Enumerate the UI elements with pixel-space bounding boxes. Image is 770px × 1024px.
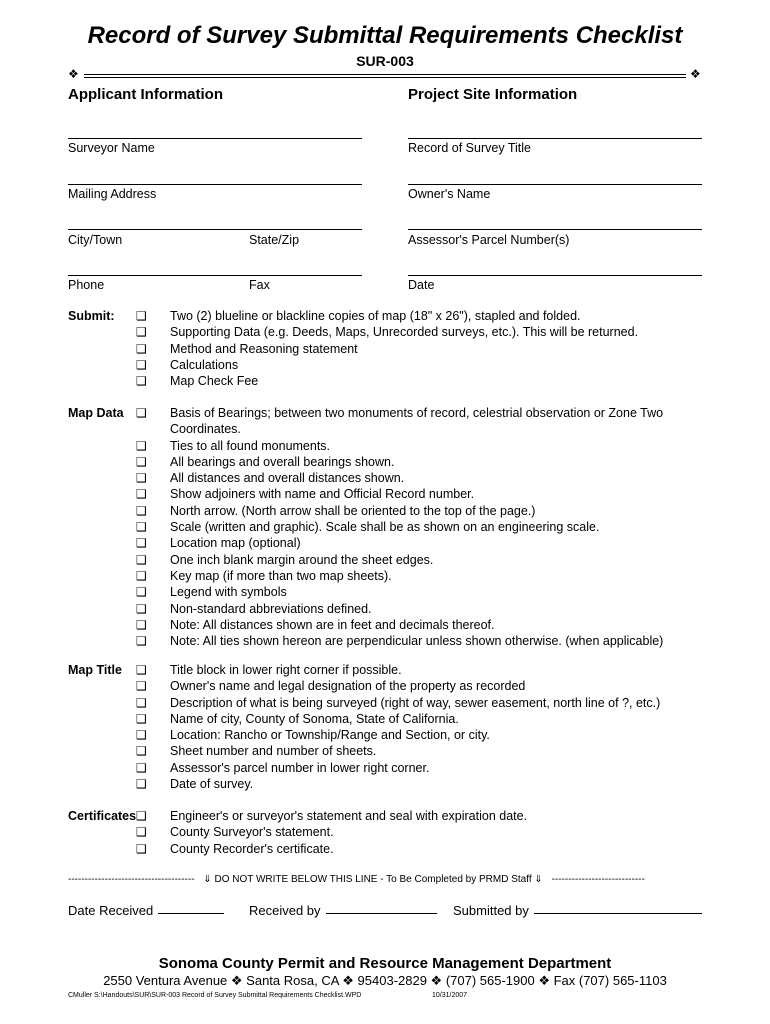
divider-dashes-right: ---------------------------- xyxy=(551,874,645,885)
staff-only-notice: ⇓ DO NOT WRITE BELOW THIS LINE - To Be Completed by PRMD Staff ⇓ xyxy=(203,874,543,885)
checklist-item xyxy=(68,552,748,568)
section-label-spacer xyxy=(68,760,136,776)
checklist-item-text: Key map (if more than two map sheets). xyxy=(170,568,392,583)
section-label-spacer xyxy=(68,503,136,519)
map-data-section xyxy=(68,405,748,649)
section-label-spacer xyxy=(68,341,136,357)
checkbox-icon[interactable]: ❑ xyxy=(136,471,147,486)
checklist-item xyxy=(68,535,748,551)
checkbox-spacer xyxy=(136,421,170,437)
checklist-item-text: Engineer's or surveyor's statement and seal with expiration date. xyxy=(170,809,528,823)
section-label-spacer xyxy=(68,841,136,857)
checklist-item xyxy=(68,584,748,600)
phone-label: Phone xyxy=(68,278,105,292)
checkbox-icon[interactable]: ❑ xyxy=(136,634,147,649)
checklist-item-text: Method and Reasoning statement xyxy=(170,341,358,356)
checklist-item-text: County Recorder's certificate. xyxy=(170,841,334,856)
section-label-spacer xyxy=(68,470,136,486)
record-title-label: Record of Survey Title xyxy=(408,141,531,155)
checklist-item-text: North arrow. (North arrow shall be oriented to the top of the page.) xyxy=(170,503,536,518)
date-field[interactable] xyxy=(408,275,702,276)
checklist-item-text: All bearings and overall bearings shown. xyxy=(170,454,395,469)
checkbox-icon[interactable]: ❑ xyxy=(136,357,147,372)
section-label: Certificates xyxy=(68,809,137,823)
section-label-spacer xyxy=(68,584,136,600)
checkbox-icon[interactable]: ❑ xyxy=(136,825,147,840)
received-by-field[interactable] xyxy=(326,913,437,914)
applicant-heading: Applicant Information xyxy=(68,86,223,103)
checklist-item xyxy=(68,601,748,617)
checkbox-icon[interactable]: ❑ xyxy=(136,341,147,356)
checkbox-icon[interactable]: ❑ xyxy=(136,695,147,710)
diamond-icon: ❖ xyxy=(690,67,701,81)
checklist-item-text: Supporting Data (e.g. Deeds, Maps, Unrecorded surveys, etc.). This will be returned. xyxy=(170,325,639,340)
section-label-spacer xyxy=(68,601,136,617)
section-label-spacer xyxy=(68,454,136,470)
divider-dashes-left: -------------------------------------- xyxy=(68,874,195,885)
checkbox-icon[interactable]: ❑ xyxy=(136,617,147,632)
checklist-item xyxy=(68,308,748,324)
section-label-spacer xyxy=(68,486,136,502)
checkbox-icon[interactable]: ❑ xyxy=(136,406,147,420)
section-label-spacer xyxy=(68,743,136,759)
checklist-item xyxy=(68,760,748,776)
checkbox-icon[interactable]: ❑ xyxy=(136,760,147,775)
checklist-item-text: Basis of Bearings; between two monuments of record, celestrial observation or Zone Two xyxy=(170,406,664,420)
checkbox-icon[interactable]: ❑ xyxy=(136,520,147,535)
checkbox-icon[interactable]: ❑ xyxy=(136,374,147,389)
mailing-address-field[interactable] xyxy=(68,184,362,185)
city-state-zip-field[interactable] xyxy=(68,229,362,230)
city-town-label: City/Town xyxy=(68,233,123,247)
checklist-item-text: Show adjoiners with name and Official Record number. xyxy=(170,487,475,502)
checklist-item xyxy=(68,341,748,357)
checklist-item xyxy=(68,662,748,678)
checklist-item-text: One inch blank margin around the sheet edges. xyxy=(170,552,434,567)
checkbox-icon[interactable]: ❑ xyxy=(136,454,147,469)
checklist-item xyxy=(68,808,748,824)
checkbox-icon[interactable]: ❑ xyxy=(136,438,147,453)
checkbox-icon[interactable]: ❑ xyxy=(136,309,147,323)
checklist-item-text: Sheet number and number of sheets. xyxy=(170,744,377,759)
diamond-icon: ❖ xyxy=(68,67,79,81)
checklist-item-text: Location map (optional) xyxy=(170,536,301,551)
checkbox-icon[interactable]: ❑ xyxy=(136,585,147,600)
section-label-spacer xyxy=(68,633,136,649)
fax-label: Fax xyxy=(249,278,270,292)
checkbox-icon[interactable]: ❑ xyxy=(136,503,147,518)
header-rule xyxy=(84,74,686,75)
checklist-item xyxy=(68,568,748,584)
checklist-item-text: Two (2) blueline or blackline copies of map (18" x 26"), stapled and folded. xyxy=(170,309,581,323)
section-label: Submit: xyxy=(68,309,115,323)
received-by-label: Received by xyxy=(249,903,321,918)
owners-name-label: Owner's Name xyxy=(408,187,491,201)
checklist-item xyxy=(68,743,748,759)
mailing-address-label: Mailing Address xyxy=(68,187,157,201)
checkbox-icon[interactable]: ❑ xyxy=(136,711,147,726)
department-name: Sonoma County Permit and Resource Management Department xyxy=(158,955,612,972)
checklist-item xyxy=(68,421,748,437)
section-label-spacer xyxy=(68,776,136,792)
section-label-spacer xyxy=(68,421,136,437)
section-label-spacer xyxy=(68,824,136,840)
project-heading: Project Site Information xyxy=(408,86,578,103)
date-label: Date xyxy=(408,278,435,292)
section-label-spacer xyxy=(68,357,136,373)
checklist-item-text: Scale (written and graphic). Scale shall be as shown on an engineering scale. xyxy=(170,520,600,535)
certificates-section xyxy=(68,808,748,857)
section-label: Map Data xyxy=(68,406,124,420)
section-label-spacer xyxy=(68,568,136,584)
checklist-item-text: All distances and overall distances shown. xyxy=(170,471,405,486)
form-title: Record of Survey Submittal Requirements Checklist xyxy=(87,22,683,49)
section-label-spacer xyxy=(68,711,136,727)
checklist-item xyxy=(68,486,748,502)
header-rule-2 xyxy=(84,77,686,78)
checklist-item xyxy=(68,776,748,792)
checklist-item-text: Calculations xyxy=(170,357,239,372)
checklist-item-text: Description of what is being surveyed (right of way, sewer easement, north line of ?, etc.) xyxy=(170,695,661,710)
checklist-item-text: Ties to all found monuments. xyxy=(170,438,331,453)
checklist-item-text: Coordinates. xyxy=(170,422,241,437)
checklist-item-text: Note: All distances shown are in feet and decimals thereof. xyxy=(170,617,495,632)
section-label-spacer xyxy=(68,519,136,535)
department-address: 2550 Ventura Avenue ❖ Santa Rosa, CA ❖ 95403-2829 ❖ (707) 565-1900 ❖ Fax (707) 565-1103 xyxy=(103,973,667,988)
checklist-item xyxy=(68,727,748,743)
checklist-item xyxy=(68,695,748,711)
section-label-spacer xyxy=(68,552,136,568)
surveyor-name-label: Surveyor Name xyxy=(68,141,155,155)
checklist-item xyxy=(68,519,748,535)
checklist-item xyxy=(68,617,748,633)
checklist-item xyxy=(68,824,748,840)
checklist-item xyxy=(68,503,748,519)
submit-section xyxy=(68,308,748,389)
checklist-item xyxy=(68,405,748,421)
checklist-item xyxy=(68,678,748,694)
phone-fax-field[interactable] xyxy=(68,275,362,276)
checklist-item xyxy=(68,711,748,727)
section-label-spacer xyxy=(68,617,136,633)
staff-divider xyxy=(68,874,684,885)
file-date: 10/31/2007 xyxy=(432,992,468,999)
checklist-item xyxy=(68,324,748,340)
checklist-item-text: Legend with symbols xyxy=(170,585,287,600)
state-zip-label: State/Zip xyxy=(249,233,300,247)
checkbox-icon[interactable]: ❑ xyxy=(136,601,147,616)
parcel-number-field[interactable] xyxy=(408,229,702,230)
checklist-item-text: Title block in lower right corner if possible. xyxy=(170,663,402,677)
map-title-section xyxy=(68,662,748,792)
checklist-item-text: Assessor's parcel number in lower right corner. xyxy=(170,760,430,775)
checklist-item xyxy=(68,470,748,486)
checkbox-icon[interactable]: ❑ xyxy=(136,841,147,856)
checklist-item xyxy=(68,633,748,649)
checklist-item-text: Non-standard abbreviations defined. xyxy=(170,601,372,616)
section-label-spacer xyxy=(68,695,136,711)
parcel-number-label: Assessor's Parcel Number(s) xyxy=(408,233,570,247)
form-number: SUR-003 xyxy=(356,53,414,69)
checkbox-icon[interactable]: ❑ xyxy=(136,552,147,567)
checkbox-icon[interactable]: ❑ xyxy=(136,663,147,677)
section-label-spacer xyxy=(68,678,136,694)
section-label-spacer xyxy=(68,324,136,340)
section-label: Map Title xyxy=(68,663,122,677)
owners-name-field[interactable] xyxy=(408,184,702,185)
checklist-item xyxy=(68,438,748,454)
checkbox-icon[interactable]: ❑ xyxy=(136,777,147,792)
surveyor-name-field[interactable] xyxy=(68,138,362,139)
checkbox-icon[interactable]: ❑ xyxy=(136,679,147,694)
checkbox-icon[interactable]: ❑ xyxy=(136,568,147,583)
checklist-item-text: Date of survey. xyxy=(170,777,254,792)
submitted-by-label: Submitted by xyxy=(453,903,529,918)
file-path: CMuller S:\Handouts\SUR\SUR-003 Record of Survey Submittal Requirements Checklist.WPD xyxy=(68,992,362,999)
checklist-item-text: Name of city, County of Sonoma, State of California. xyxy=(170,711,459,726)
checkbox-icon[interactable]: ❑ xyxy=(136,487,147,502)
checkbox-icon[interactable]: ❑ xyxy=(136,809,147,823)
date-received-field[interactable] xyxy=(158,913,224,914)
date-received-label: Date Received xyxy=(68,903,154,918)
checkbox-icon[interactable]: ❑ xyxy=(136,325,147,340)
section-label-spacer xyxy=(68,438,136,454)
checklist-item xyxy=(68,357,748,373)
record-title-field[interactable] xyxy=(408,138,702,139)
checklist-item-text: Owner's name and legal designation of the property as recorded xyxy=(170,679,526,694)
checklist-item-text: Location: Rancho or Township/Range and Section, or city. xyxy=(170,728,490,743)
checkbox-icon[interactable]: ❑ xyxy=(136,744,147,759)
checkbox-icon[interactable]: ❑ xyxy=(136,536,147,551)
checklist-item-text: County Surveyor's statement. xyxy=(170,825,334,840)
section-label-spacer xyxy=(68,373,136,389)
checkbox-icon[interactable]: ❑ xyxy=(136,728,147,743)
submitted-by-field[interactable] xyxy=(534,913,702,914)
section-label-spacer xyxy=(68,727,136,743)
checklist-item xyxy=(68,841,748,857)
checklist-item xyxy=(68,454,748,470)
checklist-item-text: Note: All ties shown hereon are perpendicular unless shown otherwise. (when applicable) xyxy=(170,634,664,649)
checklist-item xyxy=(68,373,748,389)
checklist-item-text: Map Check Fee xyxy=(170,374,259,389)
section-label-spacer xyxy=(68,535,136,551)
